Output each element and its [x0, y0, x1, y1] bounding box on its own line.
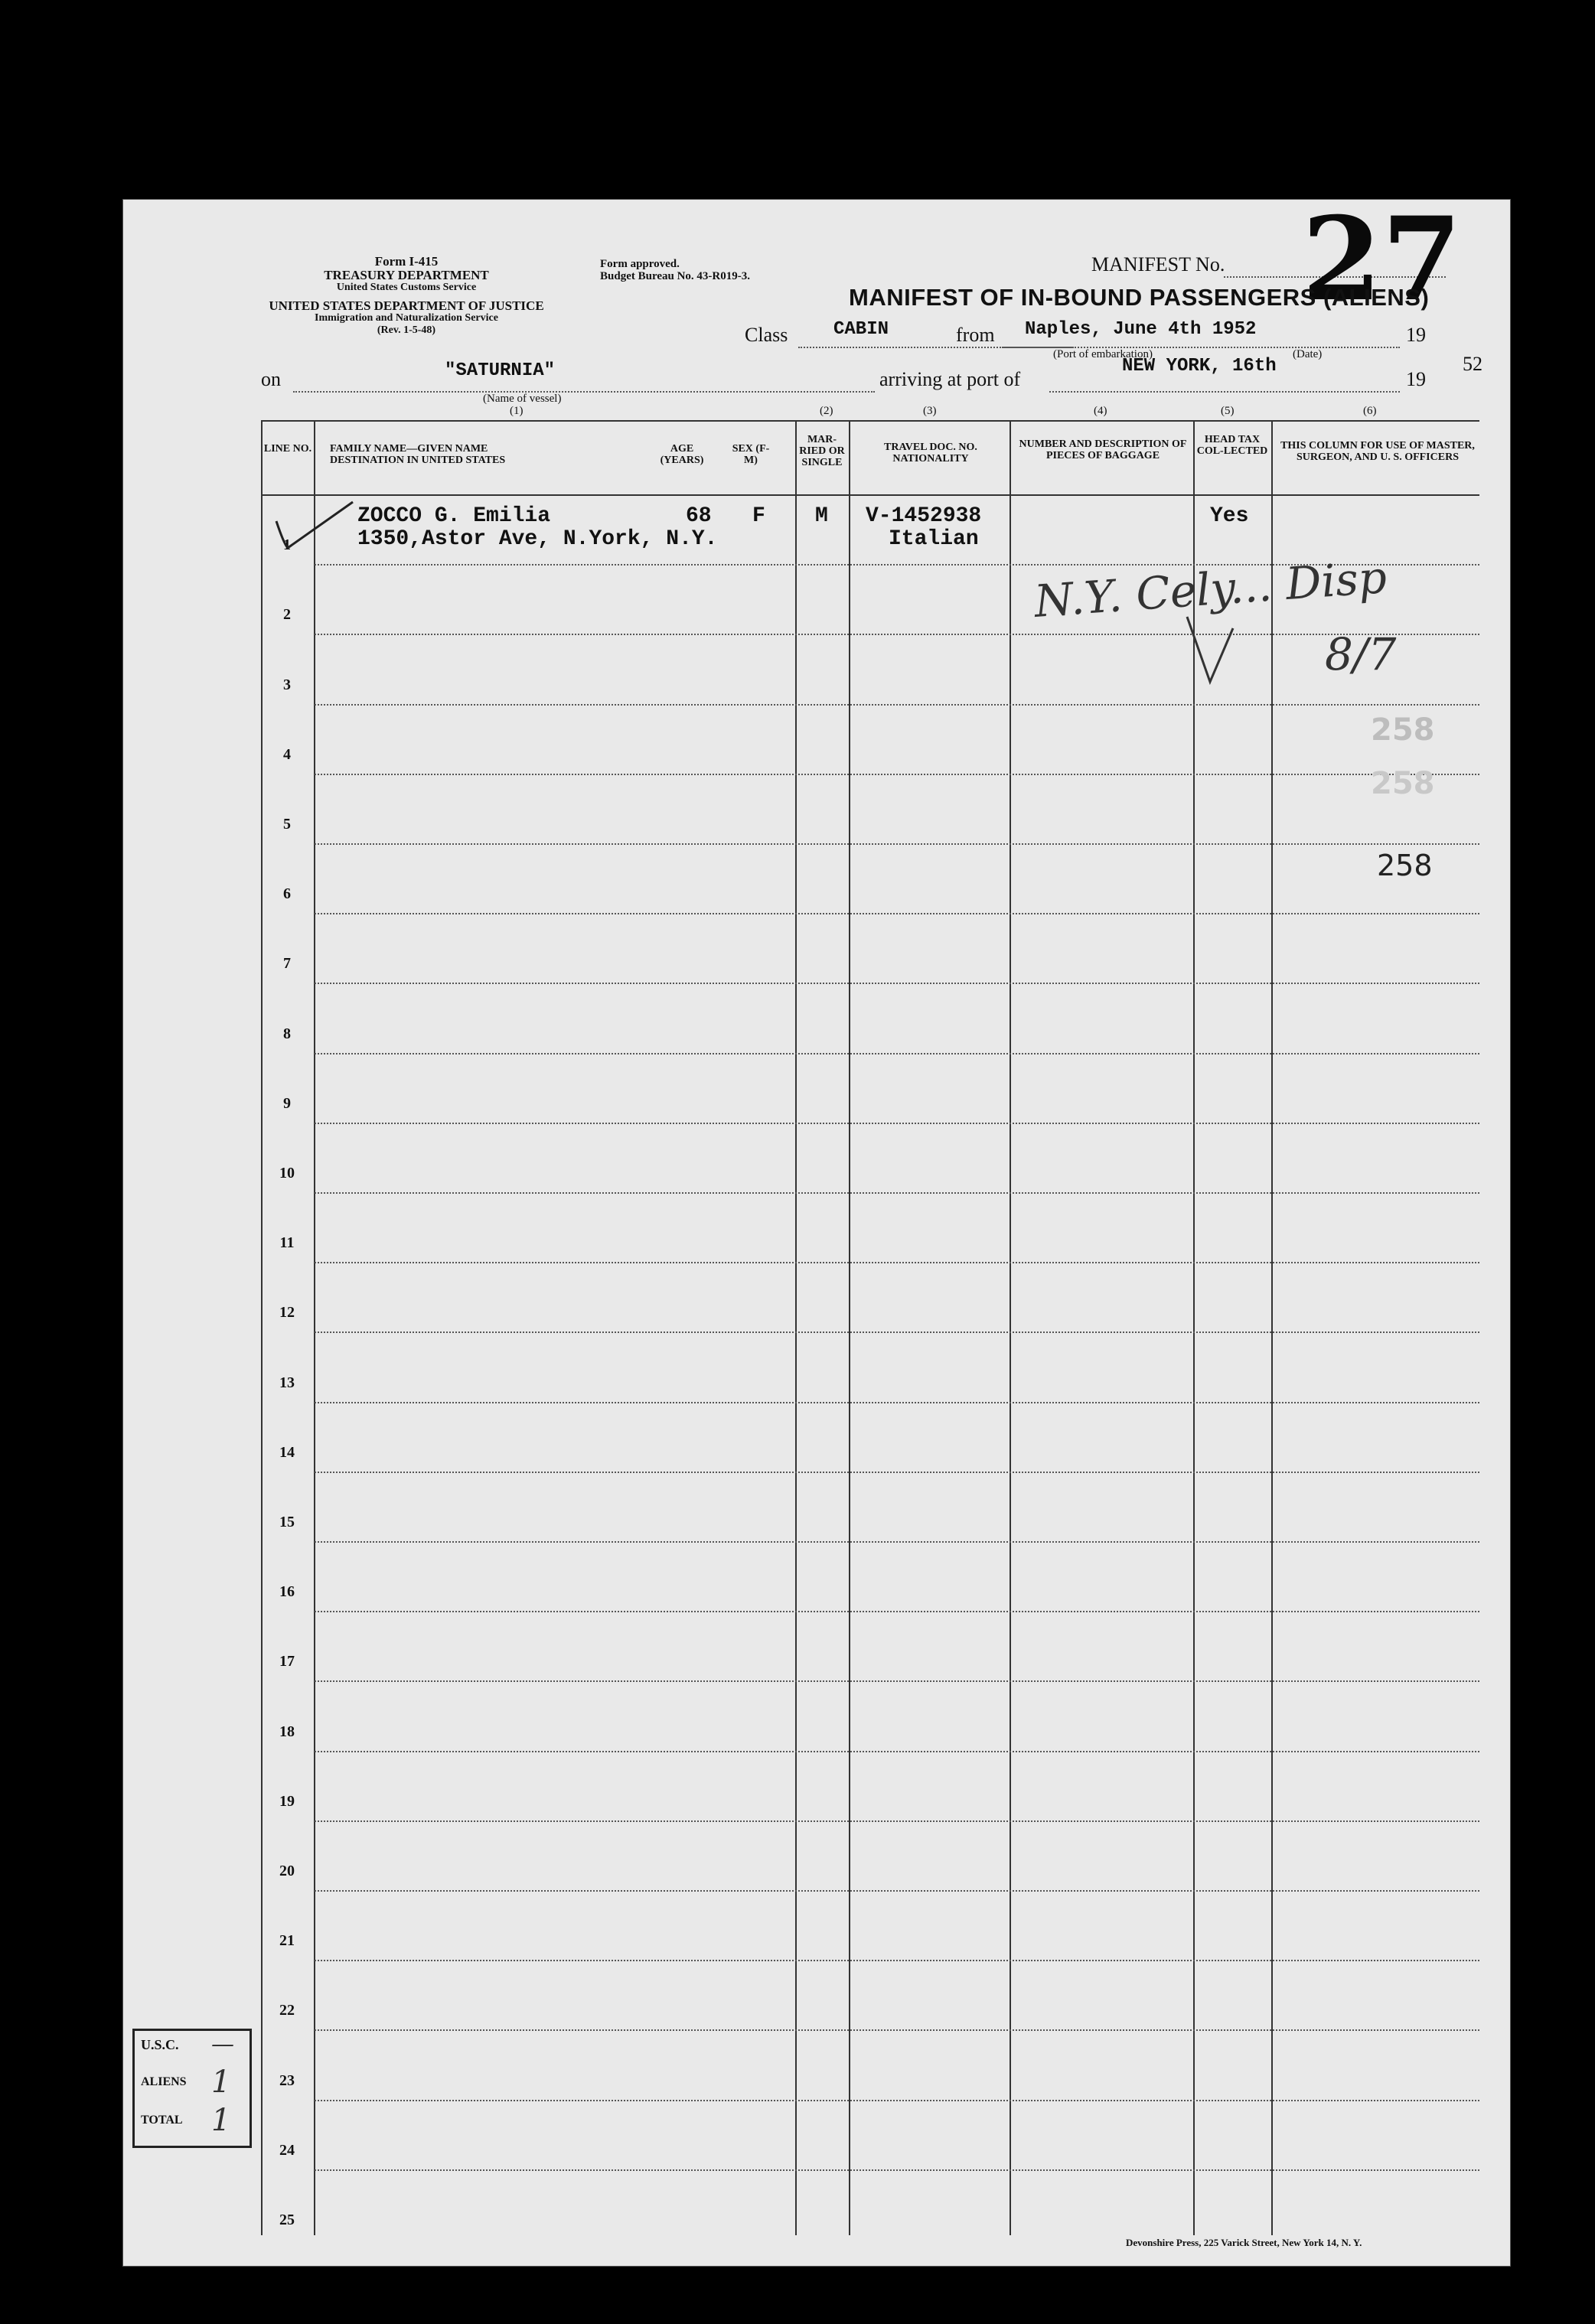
tally-usc-value: —	[211, 2031, 234, 2058]
line-number: 20	[279, 1863, 295, 1879]
row-divider	[315, 1890, 1479, 1892]
vessel-caption-num: (1)	[510, 405, 524, 417]
col-head-officers: THIS COLUMN FOR USE OF MASTER, SURGEON, AND U. S. OFFICERS	[1280, 440, 1475, 463]
col-divider-travel	[849, 420, 850, 2235]
col-divider-headtax	[1193, 420, 1195, 2235]
revision: (Rev. 1-5-48)	[377, 324, 436, 336]
table-top-border	[261, 420, 1479, 422]
passenger-sex: F	[752, 504, 765, 528]
row-divider	[315, 634, 1479, 635]
col-head-age: AGE (YEARS)	[660, 443, 704, 466]
year-prefix-2: 19	[1406, 368, 1426, 390]
line-number: 2	[283, 606, 291, 624]
line-number: 1	[283, 536, 291, 554]
line-number: 21	[279, 1932, 295, 1950]
line-number: 17	[279, 1653, 295, 1670]
line-number: 22	[279, 2002, 295, 2019]
row-divider	[315, 1402, 1479, 1403]
line-number: 9	[283, 1094, 291, 1112]
col-head-married: MAR-RIED OR SINGLE	[799, 434, 845, 468]
col-head-sex: SEX (F-M)	[732, 443, 770, 466]
line-number: 4	[283, 745, 291, 763]
class-value: CABIN	[833, 319, 889, 340]
row-divider	[315, 1192, 1479, 1194]
line-number: 7	[283, 955, 291, 973]
row-divider	[315, 1680, 1479, 1682]
row-divider	[315, 2169, 1479, 2171]
on-label: on	[261, 368, 281, 390]
tally-aliens-label: ALIENS	[141, 2075, 187, 2088]
manifest-title: MANIFEST OF IN-BOUND PASSENGERS (ALIENS)	[849, 284, 1430, 311]
arriving-label: arriving at port of	[879, 368, 1021, 390]
col-num-5: (5)	[1221, 405, 1235, 417]
vessel-line	[293, 391, 875, 393]
from-value: Naples, June 4th 1952	[1025, 319, 1257, 340]
row-divider	[315, 1053, 1479, 1054]
line-number: 6	[283, 885, 291, 903]
col-divider-line	[314, 420, 315, 2235]
passenger-name: ZOCCO G. Emilia	[357, 504, 551, 528]
handwritten-note: N.Y. Cely... Disp	[1032, 550, 1388, 628]
tally-total-label: TOTAL	[141, 2114, 183, 2127]
row-divider	[315, 913, 1479, 914]
stamp-number: 258	[1377, 849, 1433, 882]
line-number: 3	[283, 676, 291, 693]
customs-service: United States Customs Service	[336, 282, 477, 293]
form-approved: Form approved.	[600, 258, 680, 270]
tally-total-value: 1	[211, 2103, 231, 2138]
year-prefix-1: 19	[1406, 324, 1426, 346]
line-number: 5	[283, 816, 291, 833]
line-number: 10	[279, 1165, 295, 1182]
line-number: 25	[279, 2212, 295, 2228]
line-number: 12	[279, 1304, 295, 1322]
row-divider	[315, 2100, 1479, 2101]
justice-dept: UNITED STATES DEPARTMENT OF JUSTICE	[269, 298, 544, 313]
row-divider	[315, 1123, 1479, 1124]
treasury-dept: TREASURY DEPARTMENT	[324, 268, 489, 282]
stamp-number-faded: 258	[1371, 712, 1435, 748]
header-bottom-border	[261, 494, 1479, 496]
col-head-line-no: LINE NO.	[263, 443, 312, 455]
from-label: from	[956, 324, 995, 346]
col-divider-married	[795, 420, 797, 2235]
col-num-4: (4)	[1094, 405, 1107, 417]
row-divider	[315, 843, 1479, 845]
line-number: 19	[279, 1792, 295, 1810]
col-head-baggage: NUMBER AND DESCRIPTION OF PIECES OF BAGGAGE	[1019, 438, 1187, 461]
immigration-service: Immigration and Naturalization Service	[315, 312, 498, 324]
budget-bureau: Budget Bureau No. 43-R019-3.	[600, 270, 750, 282]
line-number: 23	[279, 2071, 295, 2089]
manifest-sheet	[122, 192, 1511, 2267]
row-divider	[315, 1262, 1479, 1263]
date-caption: (Date)	[1293, 348, 1323, 360]
row-divider	[315, 1541, 1479, 1543]
col-divider-officers	[1271, 420, 1273, 2235]
tally-aliens-value: 1	[211, 2065, 231, 2100]
handwritten-arrow-icon	[1179, 613, 1241, 689]
line-number: 16	[279, 1583, 295, 1601]
line-number: 18	[279, 1723, 295, 1740]
manifest-number-stamp: 27	[1302, 192, 1462, 327]
arrival-line	[1049, 391, 1400, 393]
passenger-married: M	[815, 504, 828, 528]
passenger-doc-no: V-1452938	[866, 504, 982, 528]
line-number: 14	[279, 1443, 295, 1461]
passenger-age: 68	[686, 504, 712, 528]
col-head-travel-doc: TRAVEL DOC. NO. NATIONALITY	[884, 442, 977, 464]
arrival-value: NEW YORK, 16th	[1122, 356, 1277, 376]
row-divider	[315, 704, 1479, 706]
col-divider-baggage	[1010, 420, 1011, 2235]
manifest-no-label: MANIFEST No.	[1091, 253, 1225, 275]
class-label: Class	[745, 324, 788, 346]
row-divider	[315, 1960, 1479, 1961]
vessel-caption: (Name of vessel)	[483, 393, 562, 405]
arrival-year: 52	[1463, 353, 1482, 375]
stamp-number-faded: 258	[1371, 766, 1435, 801]
row-divider	[315, 983, 1479, 984]
line-number: 15	[279, 1514, 295, 1530]
row-divider	[315, 1472, 1479, 1473]
passenger-head-tax: Yes	[1210, 504, 1249, 528]
check-mark-icon	[269, 491, 360, 552]
passenger-nationality: Italian	[889, 527, 979, 551]
form-number: Form I-415	[374, 254, 439, 269]
row-divider	[315, 1611, 1479, 1612]
tally-stamp	[132, 2029, 252, 2148]
tally-usc-label: U.S.C.	[141, 2037, 179, 2052]
row-divider	[315, 774, 1479, 775]
col-head-head-tax: HEAD TAX COL-LECTED	[1196, 434, 1268, 457]
row-divider	[315, 2029, 1479, 2031]
row-divider	[315, 1820, 1479, 1822]
col-num-2: (2)	[820, 405, 833, 417]
line-number: 24	[279, 2141, 295, 2159]
row-divider	[315, 1751, 1479, 1752]
port-embark-caption: (Port of embarkation)	[1053, 348, 1153, 360]
handwritten-date: 8/7	[1325, 628, 1397, 680]
vessel-value: "SATURNIA"	[445, 360, 556, 381]
col-num-3: (3)	[923, 405, 937, 417]
table-left-border	[261, 420, 263, 2235]
passenger-destination: 1350,Astor Ave, N.York, N.Y.	[357, 527, 718, 551]
printer-imprint: Devonshire Press, 225 Varick Street, New York 14, N. Y.	[1126, 2237, 1362, 2248]
line-number: 8	[283, 1025, 291, 1042]
col-head-name: FAMILY NAME—GIVEN NAME DESTINATION IN UNITED STATES	[330, 443, 506, 466]
col-num-6: (6)	[1363, 405, 1377, 417]
line-number: 13	[279, 1374, 295, 1391]
line-number: 11	[279, 1234, 295, 1252]
row-divider	[315, 1331, 1479, 1333]
